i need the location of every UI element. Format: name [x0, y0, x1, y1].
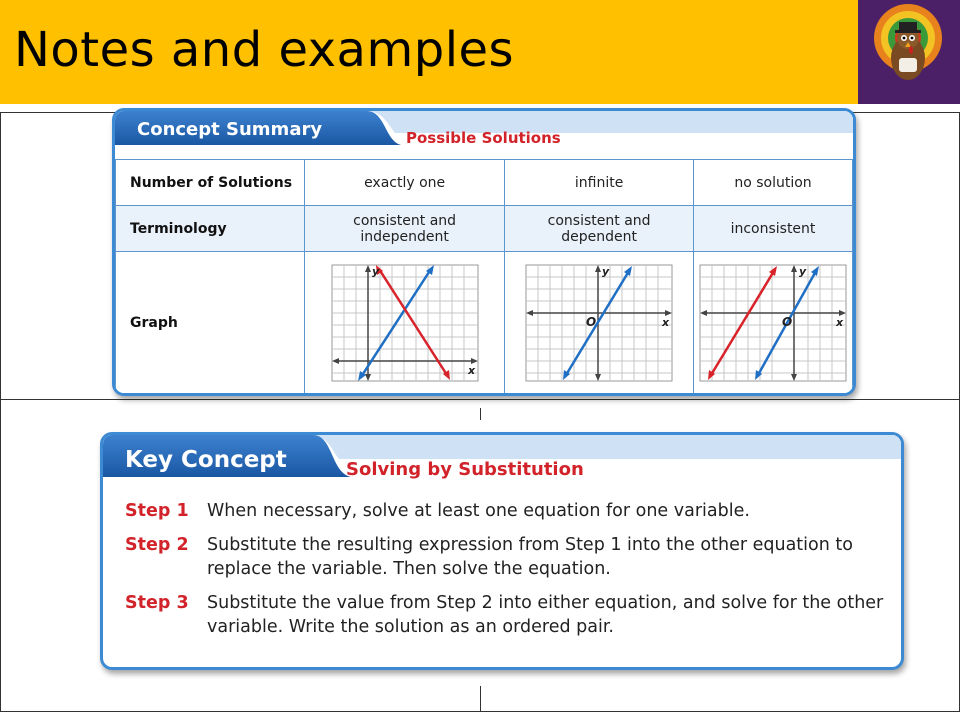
y-axis-label: y [798, 264, 807, 278]
key-concept-card [100, 432, 904, 670]
y-axis-label: y [371, 264, 379, 278]
list-item [125, 533, 885, 581]
page-title: Notes and examples [14, 22, 515, 78]
logo-box [858, 0, 960, 104]
solutions-table [115, 159, 853, 394]
x-axis-label: x [835, 315, 844, 329]
table-row [116, 160, 853, 206]
origin-label: O [781, 314, 793, 329]
key-concept-subtitle: Solving by Substitution [346, 459, 584, 480]
concept-summary-subtitle: Possible Solutions [406, 129, 561, 147]
key-concept-header [103, 435, 901, 491]
origin-label: O [586, 314, 597, 329]
table-cell: consistent and independent [305, 206, 505, 252]
x-axis-label: x [662, 315, 670, 329]
table-row [116, 252, 853, 394]
row-header: Number of Solutions [116, 160, 305, 206]
graph-no-solution [698, 263, 848, 383]
turkey-icon [858, 0, 960, 104]
step-label: Step 3 [125, 593, 189, 613]
step-label: Step 2 [125, 535, 189, 555]
step-text: Substitute the resulting expression from Step 1 into the other equation to replace the variable. Then solve the equation. [207, 535, 853, 579]
steps-list [125, 499, 885, 649]
step-label: Step 1 [125, 501, 189, 521]
list-item [125, 591, 885, 639]
list-item [125, 499, 885, 523]
key-concept-title: Key Concept [125, 447, 287, 473]
x-axis-label: x [467, 363, 475, 377]
table-cell: exactly one [305, 160, 505, 206]
title-bar [0, 0, 858, 104]
table-cell: inconsistent [693, 206, 852, 252]
table-cell: consistent and dependent [505, 206, 694, 252]
table-cell: infinite [505, 160, 694, 206]
graph-one-solution-cell [305, 252, 505, 394]
graph-one-solution [330, 263, 480, 383]
row-header: Terminology [116, 206, 305, 252]
y-axis-label: y [602, 264, 610, 278]
graph-infinite [524, 263, 674, 383]
concept-summary-header [115, 111, 853, 159]
table-cell: no solution [693, 160, 852, 206]
step-text: Substitute the value from Step 2 into either equation, and solve for the other variable. Write the solution as an ordered pair. [207, 593, 884, 637]
row-header: Graph [116, 252, 305, 394]
concept-summary-card [112, 108, 856, 396]
step-text: When necessary, solve at least one equation for one variable. [207, 501, 750, 521]
frame-line-left [0, 112, 1, 712]
graph-infinite-cell [505, 252, 694, 394]
frame-line-center-lower [480, 686, 481, 712]
frame-line-center-upper [480, 408, 481, 420]
graph-no-solution-cell [693, 252, 852, 394]
frame-line-middle [0, 399, 960, 400]
table-row [116, 206, 853, 252]
concept-summary-title: Concept Summary [137, 119, 323, 140]
